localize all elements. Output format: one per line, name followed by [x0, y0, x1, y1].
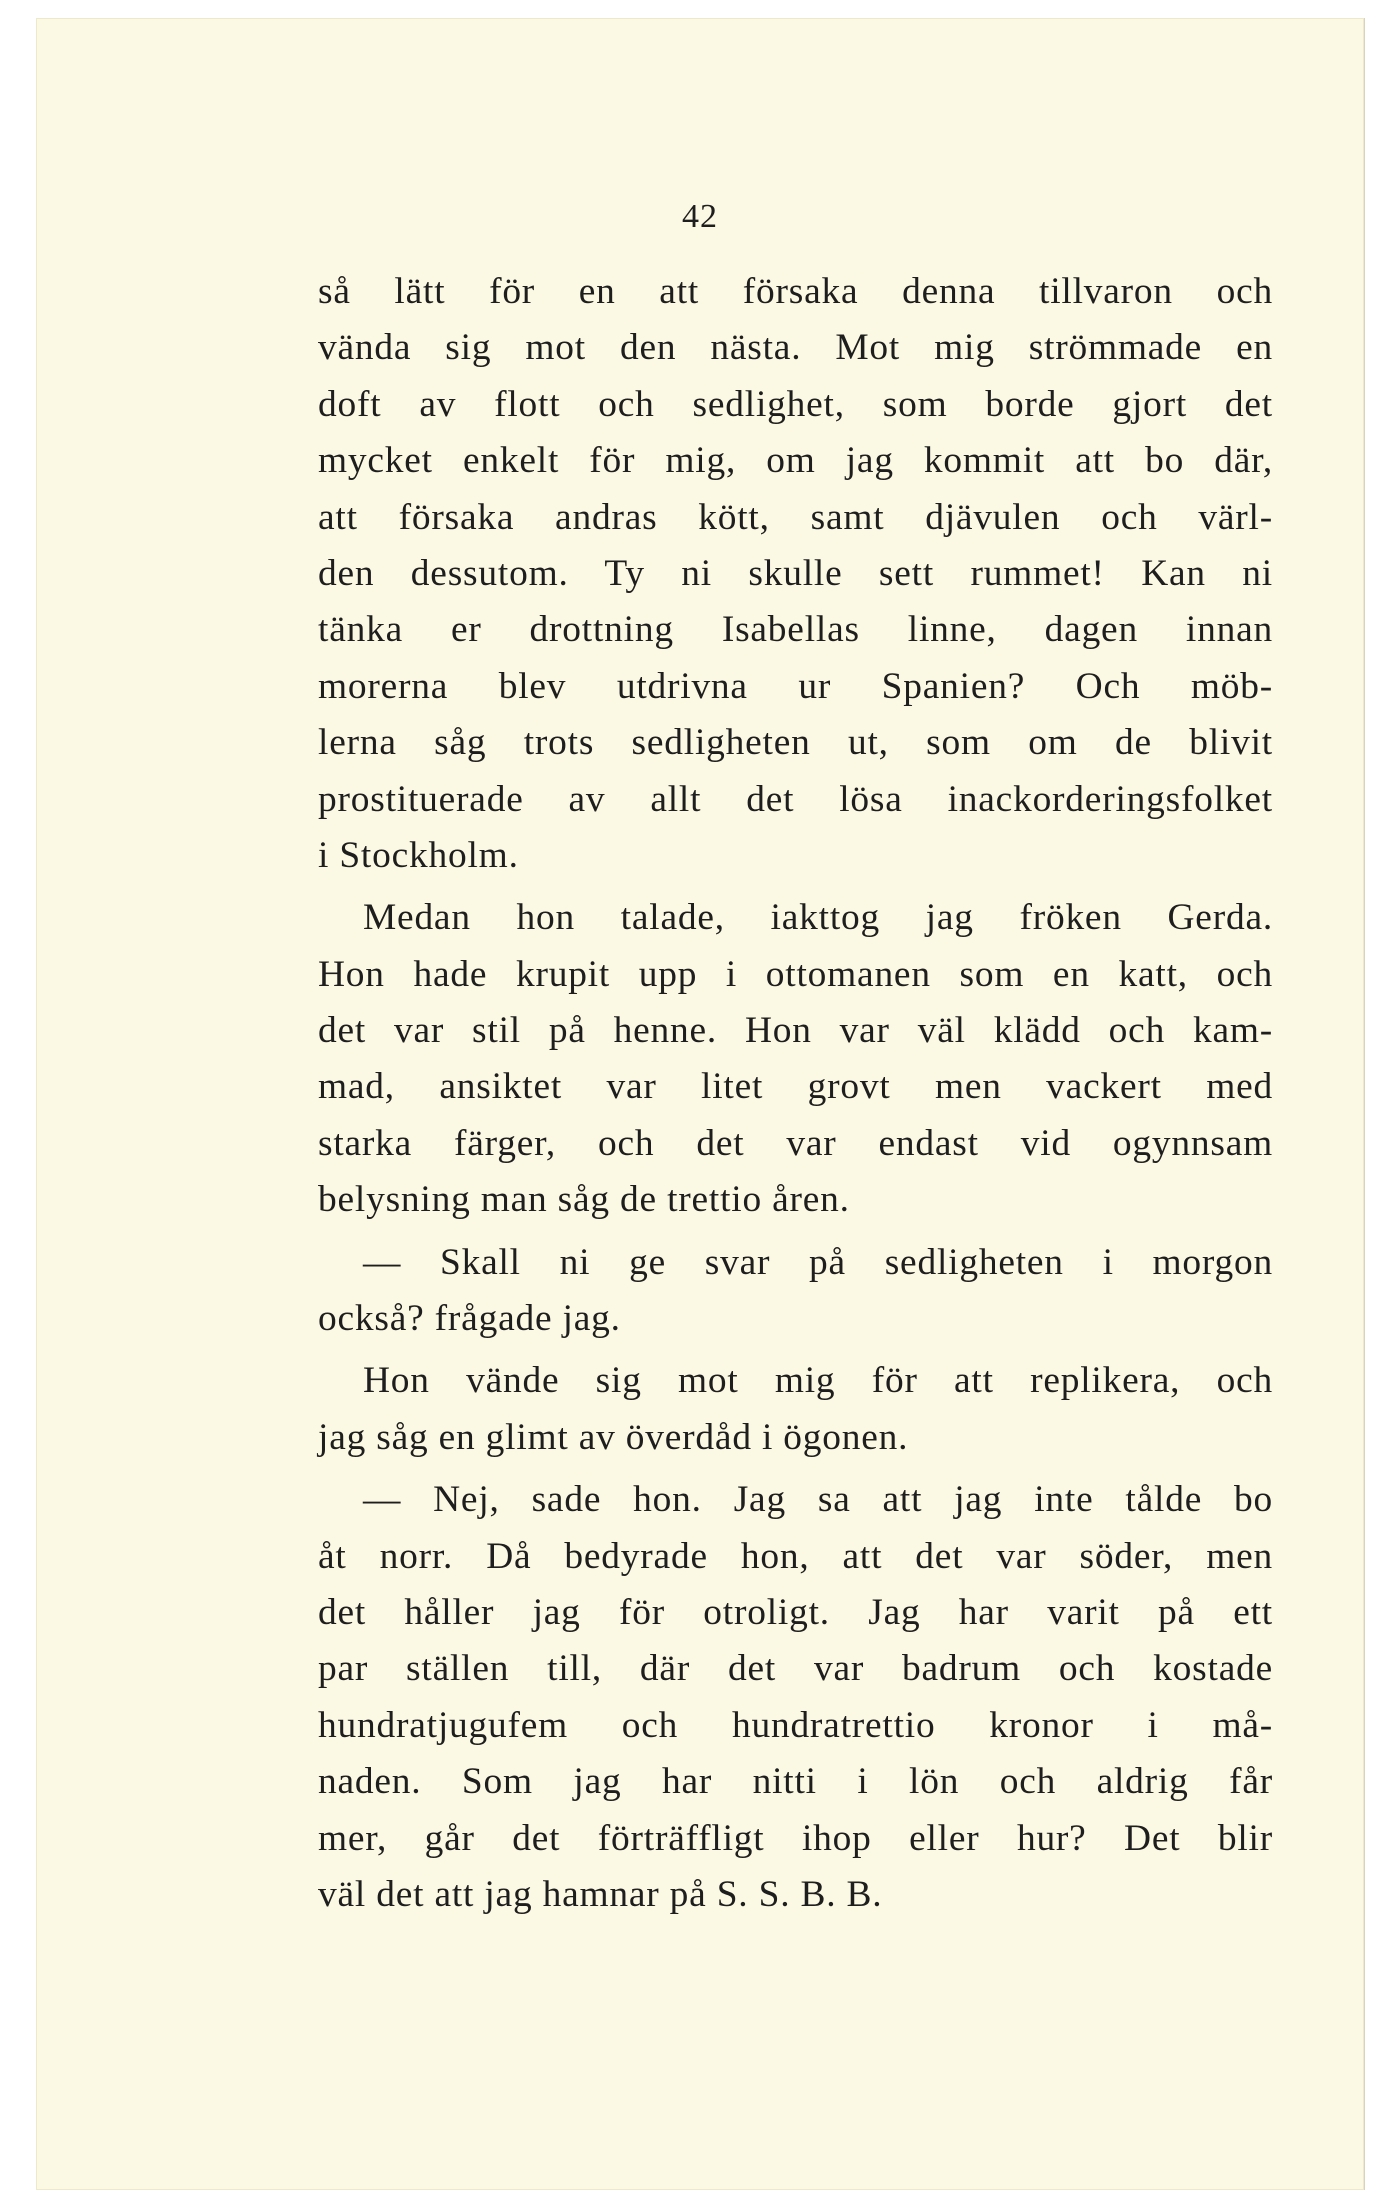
text-line: — Nej, sade hon. Jag sa att jag inte tålde bo	[363, 1479, 1273, 1521]
text-line: åt norr. Då bedyrade hon, att det var söder, men	[318, 1535, 1273, 1577]
text-line: — Skall ni ge svar på sedligheten i morgon	[363, 1241, 1273, 1283]
text-line: den dessutom. Ty ni skulle sett rummet! Kan ni	[318, 552, 1273, 594]
text-line: morerna blev utdrivna ur Spanien? Och möb-	[318, 665, 1273, 707]
text-line: väl det att jag hamnar på S. S. B. B.	[318, 1873, 883, 1915]
body-text	[318, 264, 1273, 1923]
text-line: jag såg en glimt av överdåd i ögonen.	[318, 1416, 909, 1458]
text-line: doft av flott och sedlighet, som borde gjort det	[318, 383, 1273, 425]
text-line: vända sig mot den nästa. Mot mig strömmade en	[318, 327, 1273, 369]
text-line: hundratjugufem och hundratrettio kronor i må-	[318, 1704, 1273, 1746]
text-line: det var stil på henne. Hon var väl klädd och kam-	[318, 1010, 1273, 1052]
text-line: tänka er drottning Isabellas linne, dagen innan	[318, 609, 1273, 651]
text-line: prostituerade av allt det lösa inackorderingsfolket	[318, 778, 1273, 820]
text-line: mad, ansiktet var litet grovt men vackert med	[318, 1066, 1273, 1108]
text-line: mer, går det förträffligt ihop eller hur? Det blir	[318, 1817, 1273, 1859]
text-line: att försaka andras kött, samt djävulen och värl-	[318, 496, 1273, 538]
text-line: naden. Som jag har nitti i lön och aldrig får	[318, 1761, 1273, 1803]
text-line: Hon vände sig mot mig för att replikera, och	[363, 1360, 1273, 1402]
text-line: Medan hon talade, iakttog jag fröken Gerda.	[363, 897, 1273, 939]
text-line: par ställen till, där det var badrum och kostade	[318, 1648, 1273, 1690]
text-line: också? frågade jag.	[318, 1298, 621, 1340]
text-line: så lätt för en att försaka denna tillvaron och	[318, 271, 1273, 312]
text-line: det håller jag för otroligt. Jag har varit på ett	[318, 1591, 1273, 1633]
book-page	[36, 18, 1364, 2190]
text-line: belysning man såg de trettio åren.	[318, 1179, 850, 1221]
page-number: 42	[682, 198, 718, 235]
text-line: i Stockholm.	[318, 834, 519, 876]
text-line: Hon hade krupit upp i ottomanen som en katt, och	[318, 953, 1273, 995]
text-line: mycket enkelt för mig, om jag kommit att bo där,	[318, 440, 1273, 482]
text-line: lerna såg trots sedligheten ut, som om de blivit	[318, 722, 1273, 764]
text-line: starka färger, och det var endast vid ogynnsam	[318, 1122, 1273, 1164]
